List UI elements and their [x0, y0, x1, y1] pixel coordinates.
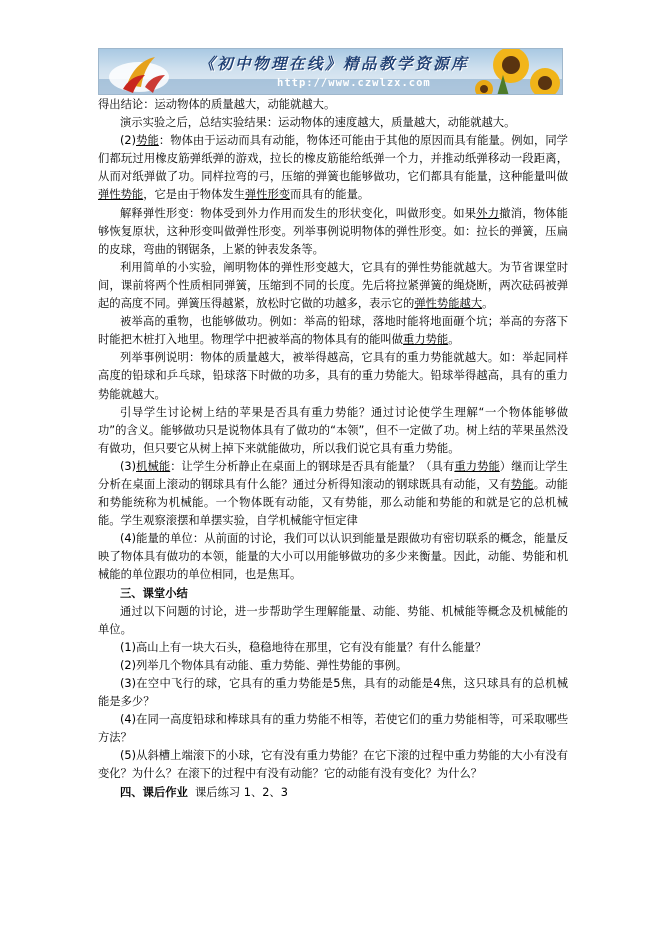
- paragraph-examples: 列举事例说明：物体的质量越大，被举得越高，它具有的重力势能就越大。如：举起同样高度的铅球和乒乓球，铅球落下时做的功多，具有的重力势能大。铅球举得越高，具有的重力势能就越大。: [98, 351, 568, 401]
- paragraph-mechanical-energy: [98, 458, 568, 530]
- term-mechanical-energy: 机械能: [136, 459, 171, 473]
- text-segment: 。: [482, 297, 494, 311]
- text-segment: 而具有的能量。: [290, 188, 370, 202]
- term-gravitational-potential-energy: 重力势能: [403, 333, 449, 347]
- banner-title: 《初中物理在线》精品教学资源库: [199, 54, 470, 73]
- term-potential-energy: 势能: [136, 134, 159, 148]
- term-gravitational-potential-energy: 重力势能: [454, 459, 500, 473]
- header-banner: [98, 48, 563, 95]
- item-number: (3): [120, 459, 137, 473]
- text-segment: 利用简单的小实验，阐明物体的弹性形变越大，它具有的弹性势能就越大。为节省课堂时间，课前将两个性质相同弹簧，压缩到不同的长度。先后将拉紧弹簧的绳烧断，两次砝码被弹起的高度不同。弹簧压得越紧，放松时它做的功越多，表示它的: [98, 260, 568, 311]
- item-number: (2): [120, 134, 137, 148]
- question-5: (5)从斜槽上端滚下的小球，它有没有重力势能？在它下滚的过程中重力势能的大小有没有变化？为什么？在滚下的过程中有没有动能？它的动能有没有变化？为什么？: [98, 749, 568, 781]
- paragraph-experiment-summary: 演示实验之后，总结实验结果：运动物体的速度越大，质量越大，动能就越大。: [120, 116, 516, 130]
- text-segment: 被举高的重物，也能够做功。例如：举高的铅球，落地时能将地面砸个坑；举高的夯落下时能把木桩打入地里。物理学中把被举高的物体具有的能叫做: [98, 315, 568, 347]
- text-segment: ：让学生分析静止在桌面上的钢球是否具有能量？（具有: [170, 459, 455, 473]
- paragraph-potential-energy: [98, 132, 568, 204]
- term-potential-energy: 势能: [510, 477, 534, 491]
- paragraph-conclusion: 得出结论：运动物体的质量越大，动能就越大。: [98, 98, 336, 111]
- question-1: (1)高山上有一块大石头，稳稳地待在那里，它有没有能量？有什么能量？: [120, 640, 487, 654]
- term-elastic-deformation: 弹性形变: [244, 188, 291, 202]
- question-3: (3)在空中飞行的球，它具有的重力势能是5焦，具有的动能是4焦，这只球具有的总机械能是多少？: [98, 677, 568, 709]
- text-segment: ）继而让学生分析在桌面上滚动的钢球具有什么能？通过分析得知滚动的钢球既具有动能，又有: [98, 459, 568, 491]
- paragraph-elastic-deformation: [98, 205, 568, 259]
- text-segment: ：物体由于运动而具有动能，物体还可能由于其他的原因而具有能量。例如，同学们都玩过用橡皮筋弹纸弹的游戏，拉长的橡皮筋能给纸弹一个力，并推动纸弹移动一段距离，从而对纸弹做了功。同样拉弯的弓，压缩的弹簧也能够做功，它们都具有能量，这种能量叫做: [98, 134, 568, 184]
- document-body: [98, 96, 568, 802]
- text-segment: 解释弹性形变：物体受到外力作用而发生的形状变化，叫做形变。如果: [120, 206, 477, 220]
- banner-url: http://www.czwlzx.com: [277, 77, 431, 89]
- homework-text: 课后练习 1、2、3: [194, 785, 288, 799]
- text-segment: ，它是由于物体发生: [143, 188, 245, 202]
- paragraph-summary-intro: 通过以下问题的讨论，进一步帮助学生理解能量、动能、势能、机械能等概念及机械能的单位。: [98, 604, 568, 636]
- text-segment: 。动能和势能统称为机械能。一个物体既有动能，又有势能，那么动能和势能的和就是它的总机械能。学生观察滚摆和单摆实验，自学机械能守恒定律: [98, 477, 568, 528]
- paragraph-spring-experiment: [98, 259, 568, 313]
- term-elastic-potential-energy: 弹性势能: [98, 188, 144, 202]
- section-heading-homework: [98, 784, 568, 802]
- term-greater-elastic-energy: 弹性势能越大: [414, 297, 483, 311]
- paragraph-apple-discussion: 引导学生讨论树上结的苹果是否具有重力势能？通过讨论使学生理解“一个物体能够做功”的含义。能够做功只是说物体具有了做功的“本领”，但不一定做了功。树上结的苹果虽然没有做功，但只要它从树上掉下来就能做功，所以我们说它具有重力势能。: [98, 405, 568, 455]
- homework-label: 四、课后作业: [120, 785, 188, 799]
- section-heading-summary: 三、课堂小结: [120, 586, 188, 600]
- paragraph-gravitational-energy: [98, 313, 568, 349]
- text-segment: 。: [448, 333, 460, 347]
- term-external-force: 外力: [476, 206, 500, 220]
- question-2: (2)列举几个物体具有动能、重力势能、弹性势能的事例。: [120, 658, 408, 672]
- logo-icon: [109, 57, 169, 93]
- question-4: (4)在同一高度铅球和棒球具有的重力势能不相等，若使它们的重力势能相等，可采取哪些方法？: [98, 713, 568, 745]
- text-segment: 撤消，物体能够恢复原状，这种形变叫做弹性形变。列举事例说明物体的弹性形变。如：拉长的弹簧，压扁的皮球，弯曲的钢锯条，上紧的钟表发条等。: [98, 206, 568, 256]
- paragraph-energy-unit: (4)能量的单位：从前面的讨论，我们可以认识到能量是跟做功有密切联系的概念，能量反映了物体具有做功的本领，能量的大小可以用能够做功的多少来衡量。因此，动能、势能和机械能的单位跟功的单位相同，也是焦耳。: [98, 532, 568, 582]
